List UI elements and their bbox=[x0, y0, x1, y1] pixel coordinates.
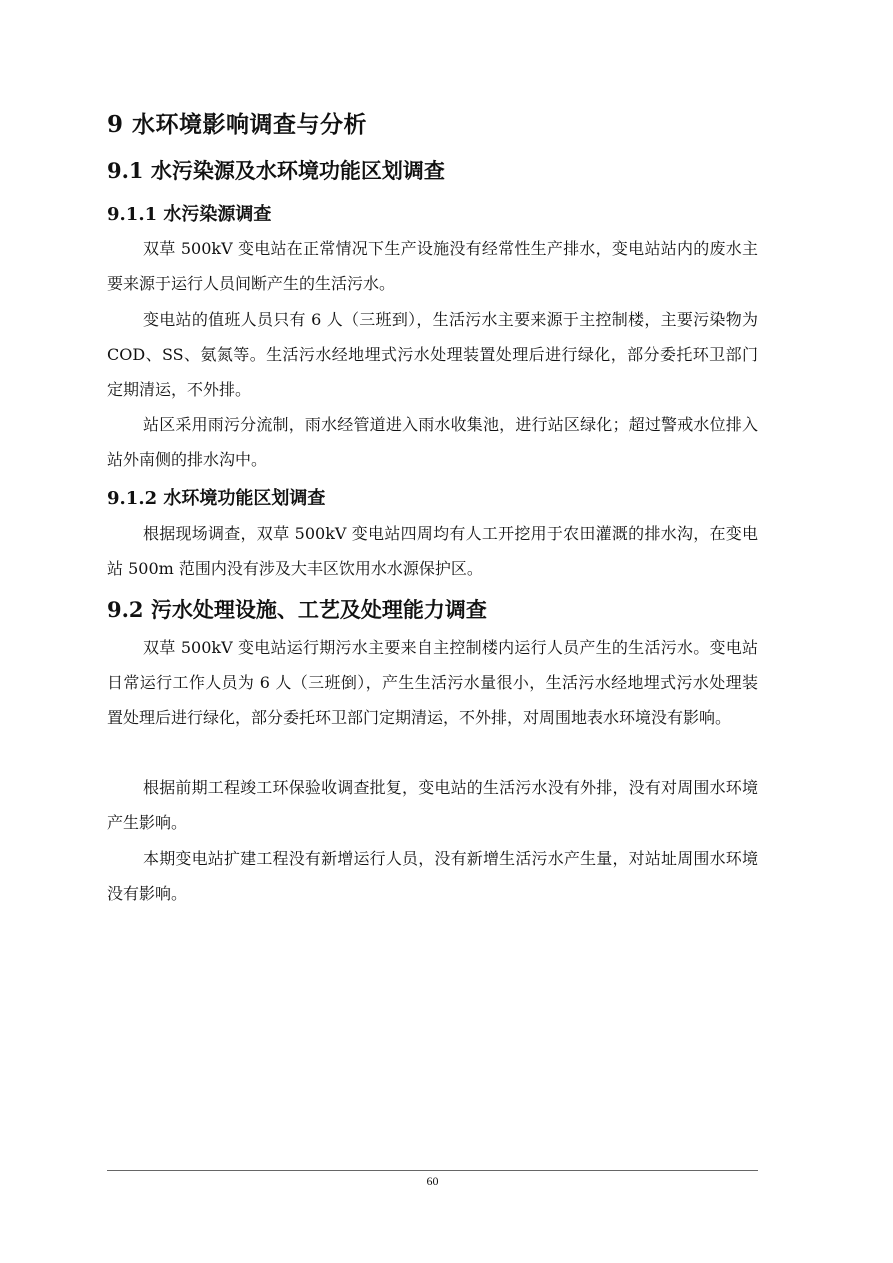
paragraph: 根据现场调查，双草 500kV 变电站四周均有人工开挖用于农田灌溉的排水沟，在变电站 500m 范围内没有涉及大丰区饮用水水源保护区。 bbox=[107, 524, 758, 578]
paragraph: 根据前期工程竣工环保验收调查批复，变电站的生活污水没有外排，没有对周围水环境产生影响。 bbox=[107, 778, 758, 832]
paragraph: 本期变电站扩建工程没有新增运行人员，没有新增生活污水产生量，对站址周围水环境没有影响。 bbox=[107, 849, 758, 903]
section-heading-9-2: 9.2 污水处理设施、工艺及处理能力调查 bbox=[107, 597, 487, 622]
paragraph: 双草 500kV 变电站运行期污水主要来自主控制楼内运行人员产生的生活污水。变电站日常运行工作人员为 6 人（三班倒），产生生活污水量很小，生活污水经地埋式污水处理装置处理后进行绿化，部分委托环卫部门定期清运，不外排，对周围地表水环境没有影响。 bbox=[107, 638, 758, 727]
paragraph: 变电站的值班人员只有 6 人（三班到），生活污水主要来源于主控制楼，主要污染物为 COD、SS、氨氮等。生活污水经地埋式污水处理装置处理后进行绿化，部分委托环卫部门定期清运，不外排。 bbox=[107, 310, 758, 399]
section-heading-9-1: 9.1 水污染源及水环境功能区划调查 bbox=[107, 158, 445, 183]
chapter-title: 9 水环境影响调查与分析 bbox=[107, 111, 368, 138]
subsection-heading-9-1-2: 9.1.2 水环境功能区划调查 bbox=[107, 488, 326, 509]
document-page bbox=[107, 0, 758, 1263]
page-number: 60 bbox=[426, 1174, 439, 1188]
subsection-heading-9-1-1: 9.1.1 水污染源调查 bbox=[107, 204, 272, 225]
paragraph: 站区采用雨污分流制，雨水经管道进入雨水收集池，进行站区绿化；超过警戒水位排入站外南侧的排水沟中。 bbox=[107, 415, 758, 469]
paragraph: 双草 500kV 变电站在正常情况下生产设施没有经常性生产排水，变电站站内的废水主要来源于运行人员间断产生的生活污水。 bbox=[107, 239, 758, 293]
footer-divider bbox=[107, 1170, 758, 1171]
